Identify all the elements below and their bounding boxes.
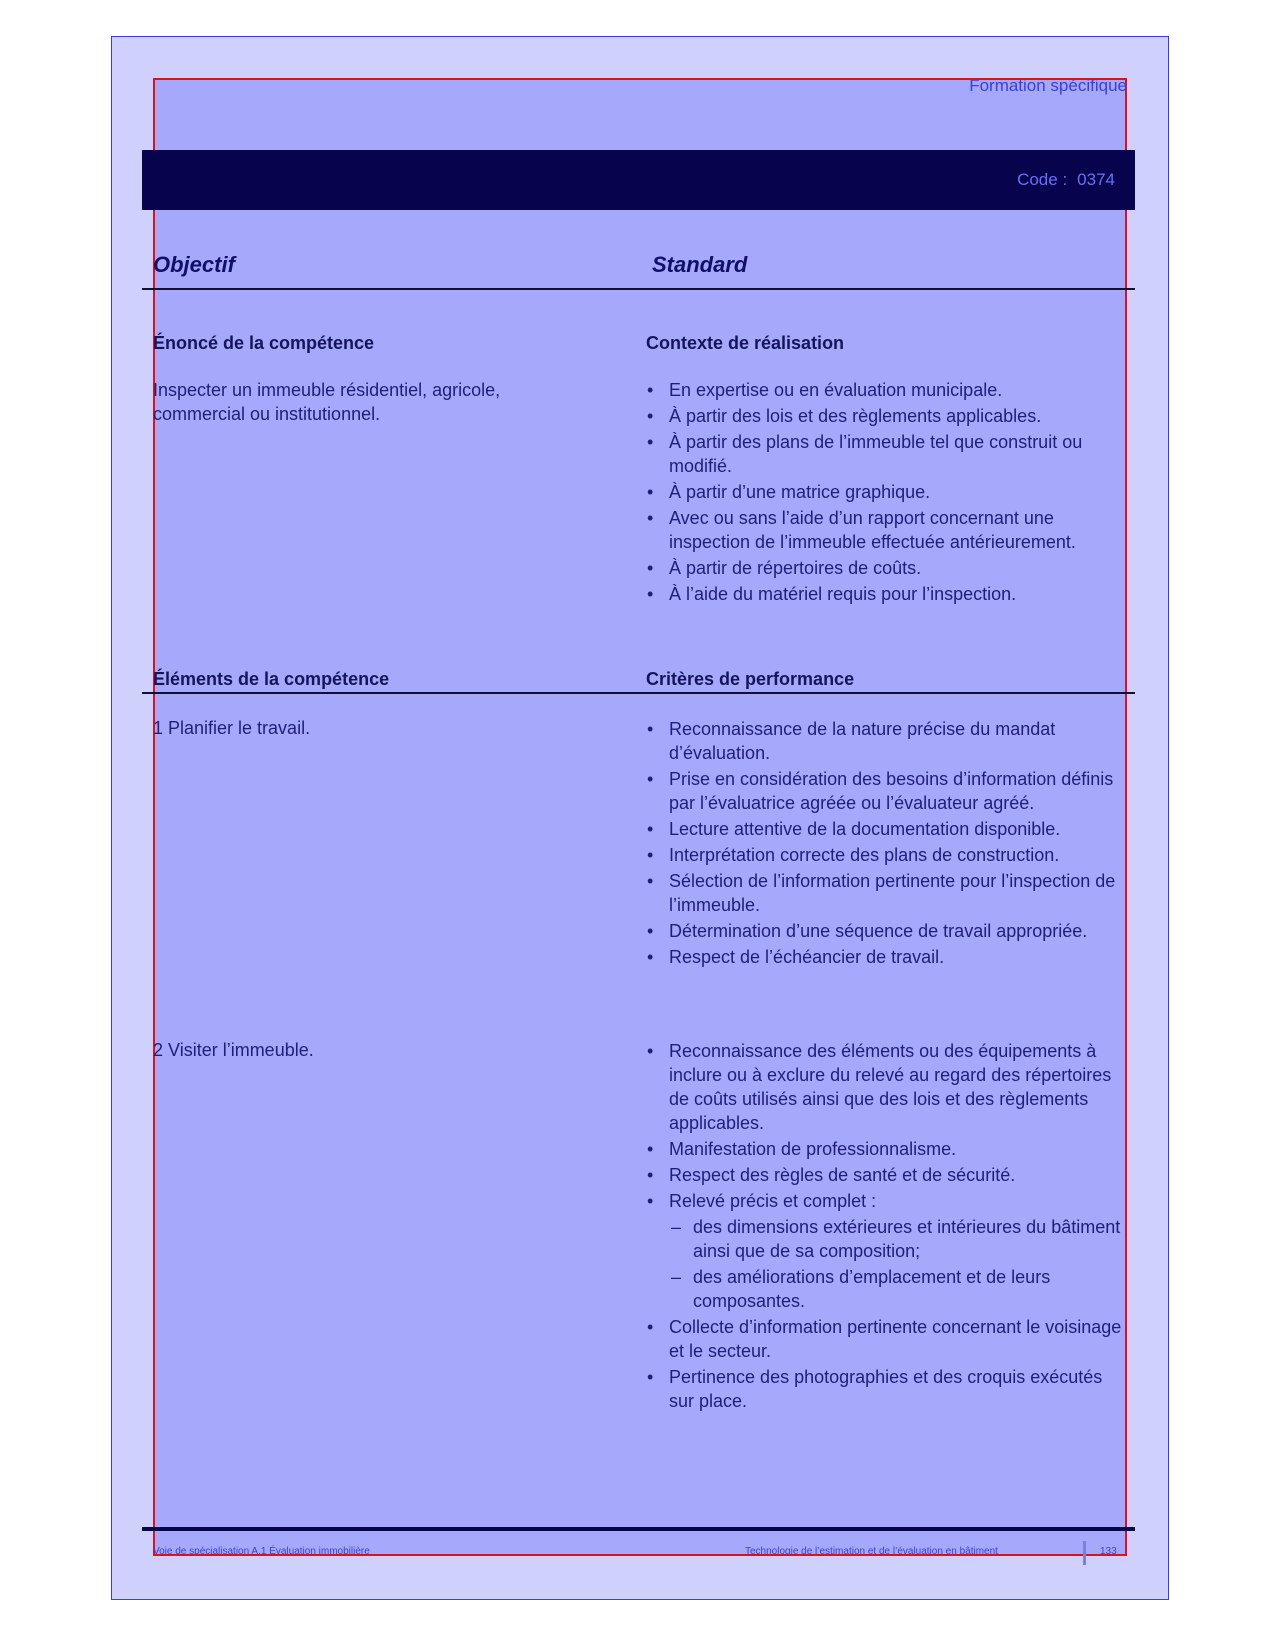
list-item: • À partir des plans de l’immeuble tel que construit ou modifié.	[646, 430, 1126, 478]
list-item: • À l’aide du matériel requis pour l’inspection.	[646, 582, 1126, 606]
competence-line: Inspecter un immeuble résidentiel, agricole,	[153, 380, 501, 400]
program-code	[1017, 170, 1115, 190]
list-item: • En expertise ou en évaluation municipale.	[646, 378, 1126, 402]
list-item: • Prise en considération des besoins d’information définis par l’évaluatrice agréée ou l’évaluateur agréé.	[646, 767, 1126, 815]
title-rule	[142, 288, 1135, 290]
competence-statement	[153, 378, 643, 426]
context-heading: Contexte de réalisation	[646, 333, 845, 353]
criteria-heading: Critères de performance	[646, 669, 855, 689]
section-label: Formation spécifique	[969, 76, 1127, 95]
list-item: • Relevé précis et complet :	[646, 1189, 1126, 1213]
code-banner	[142, 150, 1135, 210]
code-value: 0374	[1077, 170, 1115, 189]
context-list	[646, 378, 1126, 608]
code-label: Code :	[1017, 170, 1068, 189]
list-item: • Détermination d’une séquence de travail appropriée.	[646, 919, 1126, 943]
objective-title: Objectif	[153, 252, 235, 277]
footer-rule	[142, 1527, 1135, 1531]
list-item: • Lecture attentive de la documentation disponible.	[646, 817, 1126, 841]
criteria-list-1	[646, 717, 1126, 971]
list-item: • Reconnaissance de la nature précise du mandat d’évaluation.	[646, 717, 1126, 765]
sub-list-item: – des dimensions extérieures et intérieures du bâtiment ainsi que de sa composition;	[646, 1215, 1126, 1263]
list-item: • Respect des règles de santé et de sécurité.	[646, 1163, 1126, 1187]
list-item: • Sélection de l’information pertinente pour l’inspection de l’immeuble.	[646, 869, 1126, 917]
list-item: • Manifestation de professionnalisme.	[646, 1137, 1126, 1161]
element-item: 2 Visiter l’immeuble.	[153, 1040, 314, 1060]
list-item: • Collecte d’information pertinente concernant le voisinage et le secteur.	[646, 1315, 1126, 1363]
sub-list-item: – des améliorations d’emplacement et de leurs composantes.	[646, 1265, 1126, 1313]
elements-heading: Éléments de la compétence	[153, 669, 390, 689]
competence-line: commercial ou institutionnel.	[153, 404, 381, 424]
list-item: • À partir des lois et des règlements applicables.	[646, 404, 1126, 428]
criteria-list-2	[646, 1039, 1126, 1415]
list-item: • Respect de l’échéancier de travail.	[646, 945, 1126, 969]
footer-right-text: Technologie de l’estimation et de l’évaluation en bâtiment	[745, 1546, 998, 1557]
list-item: • Reconnaissance des éléments ou des équipements à inclure ou à exclure du relevé au regard des répertoires de coûts utilisés ainsi que des lois et des règlements applicables.	[646, 1039, 1126, 1135]
footer-left-text: Voie de spécialisation A.1 Évaluation immobilière	[153, 1546, 370, 1557]
list-item: • Pertinence des photographies et des croquis exécutés sur place.	[646, 1365, 1126, 1413]
page-number: 133	[1100, 1546, 1117, 1557]
list-item: • Avec ou sans l’aide d’un rapport concernant une inspection de l’immeuble effectuée antérieurement.	[646, 506, 1126, 554]
list-item: • À partir d’une matrice graphique.	[646, 480, 1126, 504]
footer-divider	[1083, 1541, 1086, 1565]
competence-heading: Énoncé de la compétence	[153, 333, 375, 353]
standard-title: Standard	[652, 252, 748, 277]
section-rule	[142, 692, 1135, 694]
list-item: • À partir de répertoires de coûts.	[646, 556, 1126, 580]
element-item: 1 Planifier le travail.	[153, 718, 311, 738]
list-item: • Interprétation correcte des plans de construction.	[646, 843, 1126, 867]
